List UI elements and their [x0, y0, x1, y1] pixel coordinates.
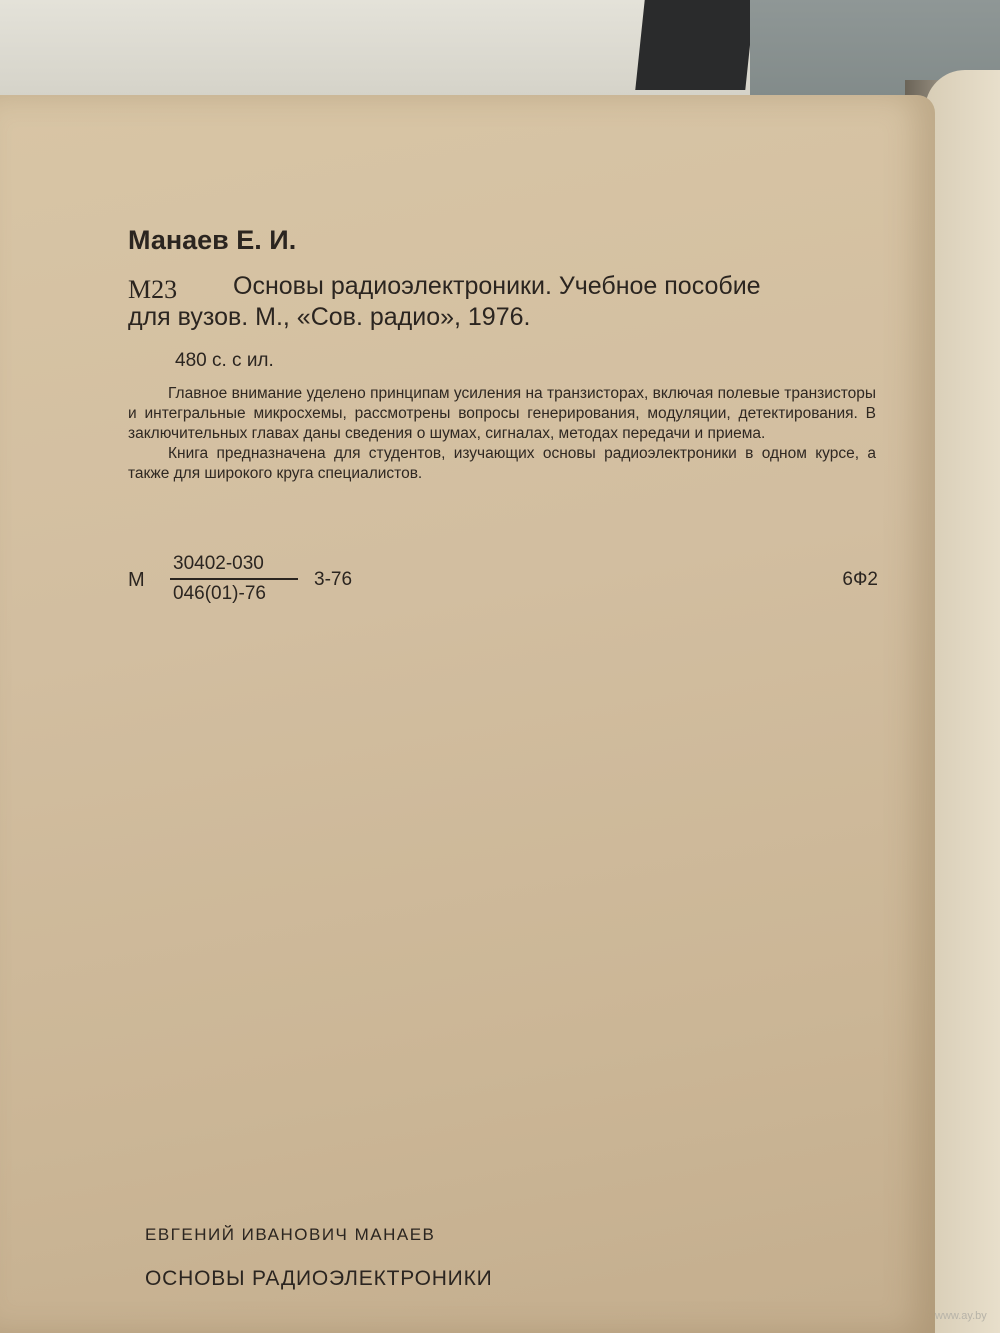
catalog-abstract — [128, 384, 876, 484]
bbk-index — [128, 553, 878, 613]
bbk-classification: 6Ф2 — [842, 569, 878, 590]
catalog-title-line-1: Основы радиоэлектроники. Учебное пособие — [233, 272, 761, 300]
blanket-dark-stripe — [635, 0, 754, 90]
abstract-paragraph-2: Книга предназначена для студентов, изучающих основы радиоэлектроники в одном курсе, а также для широкого круга специалистов. — [128, 445, 876, 482]
catalog-code: М23 — [128, 275, 178, 304]
bbk-numerator: 30402-030 — [173, 553, 264, 574]
catalog-pages: 480 с. с ил. — [175, 350, 274, 371]
bbk-fraction-line — [170, 578, 298, 580]
catalog-author: Манаев Е. И. — [128, 225, 297, 255]
catalog-title-line-2: для вузов. М., «Сов. радио», 1976. — [128, 303, 531, 331]
bbk-letter: М — [128, 569, 145, 591]
bbk-denominator: 046(01)-76 — [173, 583, 266, 604]
site-watermark: www.ay.by — [935, 1310, 987, 1322]
bbk-suffix: 3-76 — [314, 569, 353, 590]
right-page-edge — [925, 70, 1000, 1333]
imprint-book-title: ОСНОВЫ РАДИОЭЛЕКТРОНИКИ — [145, 1267, 493, 1290]
imprint-author-full: ЕВГЕНИЙ ИВАНОВИЧ МАНАЕВ — [145, 1225, 436, 1244]
abstract-paragraph-1: Главное внимание уделено принципам усиления на транзисторах, включая полевые транзисторы и интегральные микросхемы, рассмотрены вопросы генерирования, модуляции, детектирования. В заключительных главах даны сведения о шумах, сигналах, методах передачи и приема. — [128, 385, 876, 442]
